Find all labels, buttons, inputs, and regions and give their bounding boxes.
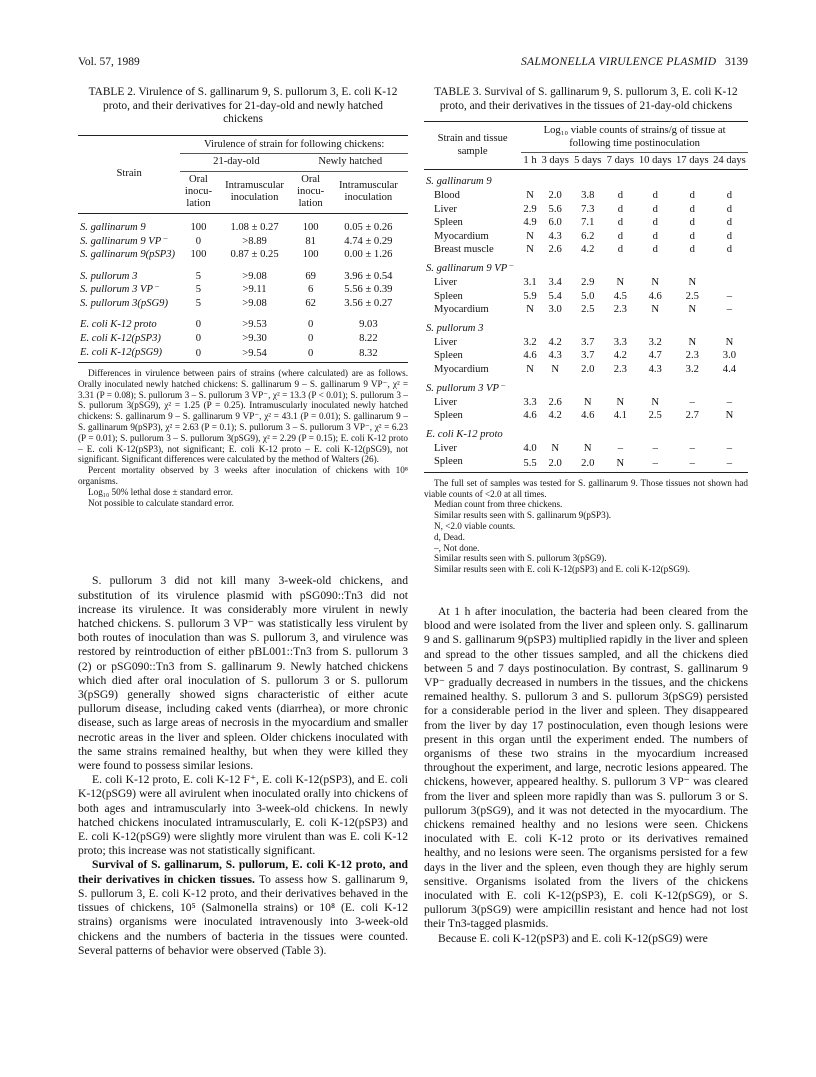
- footnote: Similar results seen with E. coli K-12(pSP3) and E. coli K-12(pSG9).: [434, 564, 690, 575]
- table3-caption: TABLE 3. Survival of S. gallinarum 9, S. pullorum 3, E. coli K-12 proto, and their derivatives in the tissues of 21-day-old chickens: [434, 86, 738, 112]
- table2-sub-oral-1: Oral inocu-lation: [184, 173, 212, 210]
- footnote: Similar results seen with S. gallinarum 9(pSP3).: [434, 510, 612, 521]
- table3-time-header: 17 days: [675, 155, 709, 166]
- footnote: –, Not done.: [434, 542, 480, 553]
- table-row: E. coli K-12(pSG9) 0 >9.54 0 8.32: [78, 346, 408, 363]
- table2-age-newly: Newly hatched: [292, 154, 408, 171]
- footnote: The full set of samples was tested for S. gallinarum 9. Those tissues not shown had viable counts of <2.0 at all times.: [424, 477, 748, 499]
- table2-sub-oral-2: Oral inocu-lation: [297, 173, 325, 210]
- footnote: d, Dead.: [434, 531, 465, 542]
- table3-time-header: 24 days: [713, 155, 746, 166]
- table-row: Liver 3.2 4.2 3.7 3.3 3.2 N N: [434, 336, 734, 348]
- table-row: Liver 3.3 2.6 N N N – –: [434, 396, 733, 408]
- table-row: Spleen 4.6 4.3 3.7 4.2 4.7 2.3 3.0: [434, 350, 737, 362]
- table-row: Spleen 4.6 4.2 4.6 4.1 2.5 2.7 N: [434, 410, 734, 422]
- table2-strain-header: Strain: [116, 168, 142, 180]
- table3-group-header: Log₁₀ viable counts of strains/g of tissue at following time postinoculation: [521, 122, 748, 153]
- table-row: E. coli K-12 proto 0 >9.53 0 9.03: [80, 319, 378, 331]
- volume-info: Vol. 57, 1989: [78, 56, 140, 68]
- table2: [78, 135, 408, 363]
- table-row: Blood N 2.0 3.8 d d d d: [434, 190, 733, 201]
- table-row: Myocardium N N 2.0 2.3 4.3 3.2 4.4: [434, 363, 737, 375]
- table2-footnotes: [78, 368, 408, 508]
- table3-group-name: S. pullorum 3: [426, 323, 484, 335]
- table3-group-name: S. pullorum 3 VP⁻: [426, 382, 505, 394]
- table-row: E. coli K-12(pSP3) 0 >9.30 0 8.22: [80, 333, 378, 345]
- paragraph: S. pullorum 3 did not kill many 3-week-old chickens, and substitution of its virulence plasmid with pSG090::Tn3 did not increase its virulence. It was considerably more virulent in newly hatched chickens. S. pullorum 3 VP⁻ was statistically less virulent by both routes of inoculation than was S. pullorum 3, and virulence was restored by reintroduction of either pBL001::Tn3 from S. pullorum 3 (2) or pSG090::Tn3 from S. gallinarum 9. Newly hatched chickens which died after oral inoculation of S. pullorum 3 or S. pullorum 3(pSG9) generally showed signs characteristic of either acute pullorum disease, including caked vents (diarrhea), or more chronic disease, such as large areas of necrosis in the myocardium and smaller necrotic areas in the liver and spleen. Older chickens inoculated with the same strains remained healthy, but when they were killed they were found to possess similar lesions.: [78, 574, 408, 773]
- table-row: Spleen 4.9 6.0 7.1 d d d d: [434, 217, 733, 229]
- table3-group-name: S. gallinarum 9 VP⁻: [426, 263, 513, 275]
- paragraph: At 1 h after inoculation, the bacteria had been cleared from the blood and were isolated from the liver and spleen only. S. gallinarum 9 and S. gallinarum 9(pSP3) multiplied rapidly in the liver and spleen and spread to the other tissues sampled, and all the chickens died between 5 and 7 days postinoculation. By contrast, S. gallinarum 9 VP⁻ gradually decreased in numbers in the tissues, and the chickens remained healthy. S. pullorum 3 and S. pullorum 3(pSG9) persisted for a considerable period in the liver and spleen. They disappeared from the liver by day 17 postinoculation, even though lesions were present in this organ until the experiment ended. The numbers of organisms of these two strains in the myocardium increased throughout the experiment, and large, necrotic lesions appeared. The chickens, however, appeared healthy. S. pullorum 3 VP⁻ was cleared from the liver and spleen more rapidly than was S. pullorum 3 or S. pullorum 3(pSG9), and it was not detected in the myocardium. The chickens remained healthy and no lesions were seen. Chickens inoculated with E. coli K-12 proto or its derivatives remained healthy, and no lesions were seen. The organisms persisted for a few days in the liver and the spleen, even though they are highly serum sensitive. Organisms isolated from the livers of the chickens inoculated with E. coli K-12(pSP3), E. coli K-12(pSG9), or S. pullorum 3(pSG9) were ampicillin resistant and hence had not lost their Tn3-tagged plasmids.: [424, 604, 748, 931]
- table2-caption: TABLE 2. Virulence of S. gallinarum 9, S. pullorum 3, E. coli K-12 proto, and their derivatives for 21-day-old and newly hatched chickens: [88, 86, 398, 126]
- table-row: Breast muscle N 2.6 4.2 d d d d: [434, 244, 733, 256]
- right-column: [424, 86, 748, 946]
- table3-time-header: 1 h: [523, 155, 537, 166]
- table-row: S. gallinarum 9 100 1.08 ± 0.27 100 0.05 ± 0.26: [80, 221, 393, 233]
- table2-sub-im-2: Intramuscular inoculation: [338, 179, 398, 204]
- table3-group-name: S. gallinarum 9: [426, 176, 492, 188]
- table-row: S. pullorum 3(pSG9) 5 >9.08 62 3.56 ± 0.27: [80, 297, 393, 309]
- footnote: N, <2.0 viable counts.: [434, 520, 516, 531]
- table2-group-header: Virulence of strain for following chickens:: [180, 135, 408, 153]
- footnote: Not possible to calculate standard error.: [88, 497, 234, 508]
- table3-time-header: 3 days: [541, 155, 569, 166]
- table-row: S. gallinarum 9 VP⁻ 0 >8.89 81 4.74 ± 0.29: [80, 235, 393, 247]
- table-row: Liver 4.0 N N – – – –: [434, 442, 733, 454]
- table3-time-header: 10 days: [638, 155, 672, 166]
- table2-sub-im-1: Intramuscular inoculation: [225, 179, 284, 204]
- table-row: S. gallinarum 9(pSP3) 100 0.87 ± 0.25 100 0.00 ± 1.26: [80, 249, 393, 261]
- table2-age-21day: 21-day-old: [180, 154, 292, 171]
- footnote: Percent mortality observed by 3 weeks after inoculation of chickens with 10⁸ organisms.: [78, 465, 408, 487]
- section-heading: Survival of S. gallinarum, S. pullorum, E. coli K-12 proto, and their derivatives in chicken tissues.: [78, 858, 408, 886]
- paragraph: Survival of S. gallinarum, S. pullorum, E. coli K-12 proto, and their derivatives in chicken tissues. To assess how S. gallinarum 9, S. pullorum 3, E. coli K-12 proto, and their derivatives behaved in the tissues of chickens, 10⁵ (Salmonella strains) or 10⁸ (E. coli K-12 strains) organisms were inoculated intravenously into 3-week-old chickens and the numbers of bacteria in the tissues were counted. Several patterns of behavior were observed (Table 3).: [78, 858, 408, 957]
- journal-title-page: [521, 56, 748, 68]
- right-body-text: [424, 605, 748, 946]
- left-body-text: [78, 574, 408, 957]
- table-row: Spleen 5.9 5.4 5.0 4.5 4.6 2.5 –: [434, 290, 733, 302]
- footnote: Differences in virulence between pairs of strains (where calculated) are as follows. Orally inoculated newly hatched chickens: S. gallinarum 9 – S. gallinarum 9 VP⁻, χ² = 3.31 (P = 0.08); S. pullorum 3 – S. pullorum 3 VP⁻, χ² = 13.3 (P < 0.01); S. pullorum 3 – S. pullorum 3(pSG9), χ² = 1.25 (P = 0.25). Intramuscularly inoculated newly hatched chickens: S. gallinarum 9 – S. gallinarum 9 VP⁻, χ² = 43.1 (P = 0.01); S. gallinarum 9 – S. gallinarum 9(pSP3), χ² = 2.63 (P = 0.1); S. pullorum 3 – S. pullorum 3 VP⁻, χ² = 6.23 (P = 0.01); S. pullorum 3 – S. pullorum 3(pSG9), χ² = 2.29 (P = 0.15); E. coli K-12 proto – E. coli K-12(pSP3), not significant; E. coli K-12 proto – E. coli K-12(pSG9), not significant. Significant differences were calculated by the method of Walters (26).: [78, 368, 408, 465]
- table3-footnotes: [424, 478, 748, 575]
- table-row: Spleen 5.5 2.0 2.0 N – – –: [424, 456, 748, 473]
- footnote: Median count from three chickens.: [434, 499, 563, 510]
- table3-time-header: 7 days: [606, 155, 635, 166]
- footnote: Similar results seen with S. pullorum 3(pSG9).: [434, 553, 607, 564]
- paragraph: Because E. coli K-12(pSP3) and E. coli K-12(pSG9) were: [438, 931, 708, 945]
- table3-group-name: E. coli K-12 proto: [426, 429, 503, 441]
- paragraph: E. coli K-12 proto, E. coli K-12 F⁺, E. coli K-12(pSP3), and E. coli K-12(pSG9) were all avirulent when inoculated orally into chickens of both ages and intramuscularly into 3-week-old chickens. In newly hatched chickens inoculated intramuscularly, E. coli K-12(pSP3) and E. coli K-12(pSG9) were slightly more virulent than was E. coli K-12 proto; this increase was not statistically significant.: [78, 773, 408, 858]
- table-row: S. pullorum 3 VP⁻ 5 >9.11 6 5.56 ± 0.39: [80, 284, 393, 296]
- running-title: SALMONELLA VIRULENCE PLASMID: [520, 56, 717, 68]
- table3-time-header: 5 days: [574, 155, 602, 166]
- table-row: S. pullorum 3 5 >9.08 69 3.96 ± 0.54: [80, 270, 393, 282]
- table-row: Liver 3.1 3.4 2.9 N N N: [434, 276, 697, 288]
- table3: [424, 121, 748, 473]
- left-column: [78, 86, 408, 958]
- table-row: Myocardium N 4.3 6.2 d d d d: [434, 230, 733, 242]
- table-row: Liver 2.9 5.6 7.3 d d d d: [434, 203, 733, 215]
- page-number: 3139: [725, 56, 748, 68]
- table3-sample-header: Strain and tissue sample: [437, 133, 508, 157]
- footnote: Log₁₀ 50% lethal dose ± standard error.: [88, 486, 233, 497]
- table-row: Myocardium N 3.0 2.5 2.3 N N –: [434, 304, 733, 316]
